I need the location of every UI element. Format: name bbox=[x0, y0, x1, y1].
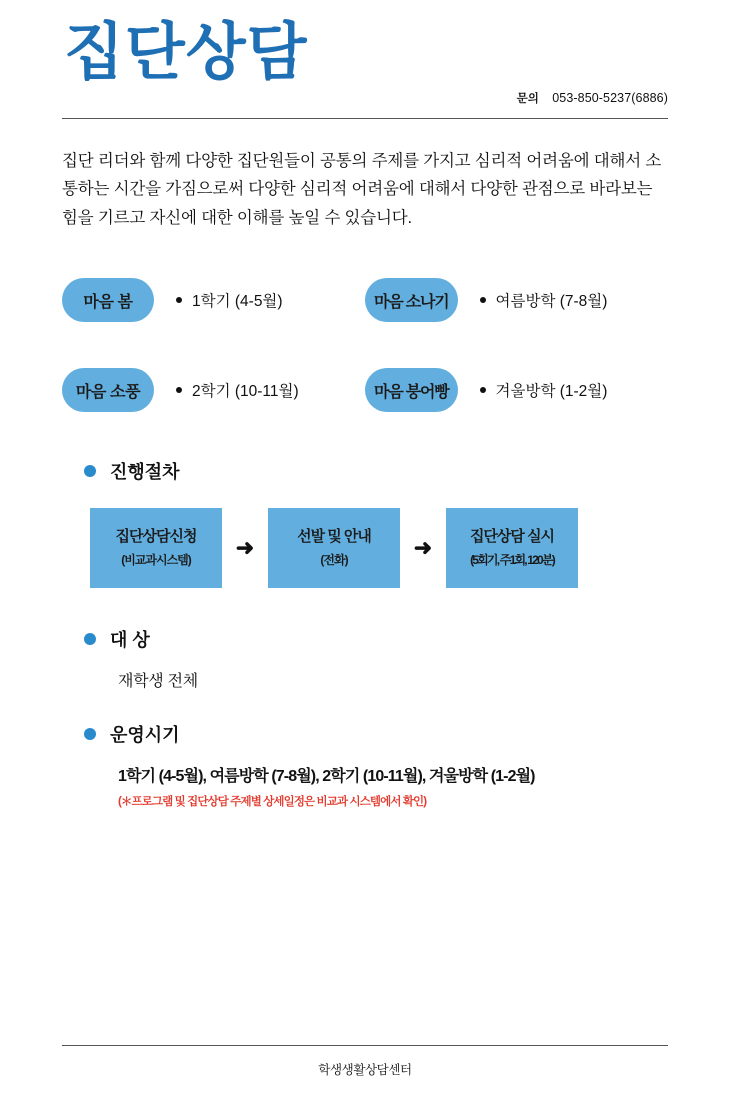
flow-step-subtitle: (전화) bbox=[320, 553, 348, 568]
section-body: 1학기 (4-5월), 여름방학 (7-8월), 2학기 (10-11월), 겨울방학 (1-2월) bbox=[118, 768, 535, 786]
program-item bbox=[365, 368, 668, 412]
program-term bbox=[176, 289, 283, 311]
program-badge: 마음 소풍 bbox=[62, 368, 154, 412]
footer bbox=[62, 1039, 668, 1078]
section-target bbox=[62, 626, 668, 691]
header-divider bbox=[62, 118, 668, 119]
program-badge: 마음 소나기 bbox=[365, 278, 458, 322]
arrow-right-icon: ➜ bbox=[413, 535, 433, 561]
section-title: 대 상 bbox=[110, 630, 150, 651]
program-item bbox=[365, 278, 668, 322]
bullet-dot-icon bbox=[176, 387, 182, 393]
section-title: 진행절차 bbox=[110, 462, 180, 483]
section-heading bbox=[84, 626, 668, 652]
program-item bbox=[62, 368, 365, 412]
bullet-circle-icon bbox=[84, 728, 96, 740]
flow-step-subtitle: (비교과시스템) bbox=[121, 553, 191, 568]
flow-step-title: 선발 및 안내 bbox=[297, 528, 371, 546]
section-heading bbox=[84, 458, 668, 484]
bullet-circle-icon bbox=[84, 633, 96, 645]
flow-step bbox=[268, 508, 400, 588]
program-term bbox=[480, 379, 608, 401]
footer-divider bbox=[62, 1045, 668, 1046]
program-row bbox=[62, 278, 668, 322]
section-title: 운영시기 bbox=[110, 725, 180, 746]
program-badge: 마음 붕어빵 bbox=[365, 368, 458, 412]
flow-step-title: 집단상담신청 bbox=[115, 528, 197, 546]
section-schedule bbox=[62, 721, 668, 809]
bullet-circle-icon bbox=[84, 465, 96, 477]
bullet-dot-icon bbox=[480, 297, 486, 303]
bullet-dot-icon bbox=[480, 387, 486, 393]
arrow-right-icon: ➜ bbox=[235, 535, 255, 561]
program-term-label: 여름방학 (7-8월) bbox=[495, 293, 608, 311]
program-badge: 마음 봄 bbox=[62, 278, 154, 322]
intro-paragraph: 집단 리더와 함께 다양한 집단원들이 공통의 주제를 가지고 심리적 어려움에 대해서 소통하는 시간을 가짐으로써 다양한 심리적 어려움에 대해서 다양한 관점으로 바라보는 힘을 기르고 자신에 대한 이해를 높일 수 있습니다. bbox=[62, 152, 662, 227]
flow-step-title: 집단상담 실시 bbox=[469, 528, 555, 546]
contact-label: 문의 bbox=[516, 93, 539, 105]
flow-step bbox=[446, 508, 578, 588]
program-term-label: 2학기 (10-11월) bbox=[192, 383, 299, 401]
section-procedure bbox=[62, 458, 668, 588]
contact-number: 053-850-5237(6886) bbox=[552, 91, 668, 105]
program-grid bbox=[62, 278, 668, 412]
contact-info bbox=[517, 90, 668, 106]
flow-step bbox=[90, 508, 222, 588]
section-body: 재학생 전체 bbox=[118, 673, 198, 691]
page-title: 집단상담 bbox=[64, 18, 308, 87]
program-term bbox=[480, 289, 608, 311]
procedure-flow bbox=[90, 508, 668, 588]
program-item bbox=[62, 278, 365, 322]
header bbox=[62, 0, 668, 112]
program-term-label: 1학기 (4-5월) bbox=[192, 293, 283, 311]
footer-text: 학생생활상담센터 bbox=[318, 1063, 412, 1077]
program-term-label: 겨울방학 (1-2월) bbox=[495, 383, 608, 401]
section-heading bbox=[84, 721, 668, 747]
bullet-dot-icon bbox=[176, 297, 182, 303]
program-row bbox=[62, 368, 668, 412]
program-term bbox=[176, 379, 299, 401]
flow-step-subtitle: (5회기, 주1회, 120분) bbox=[470, 553, 554, 568]
section-note: (＊프로그램 및 집단상담 주제별 상세일정은 비교과 시스템에서 확인) bbox=[118, 796, 427, 809]
